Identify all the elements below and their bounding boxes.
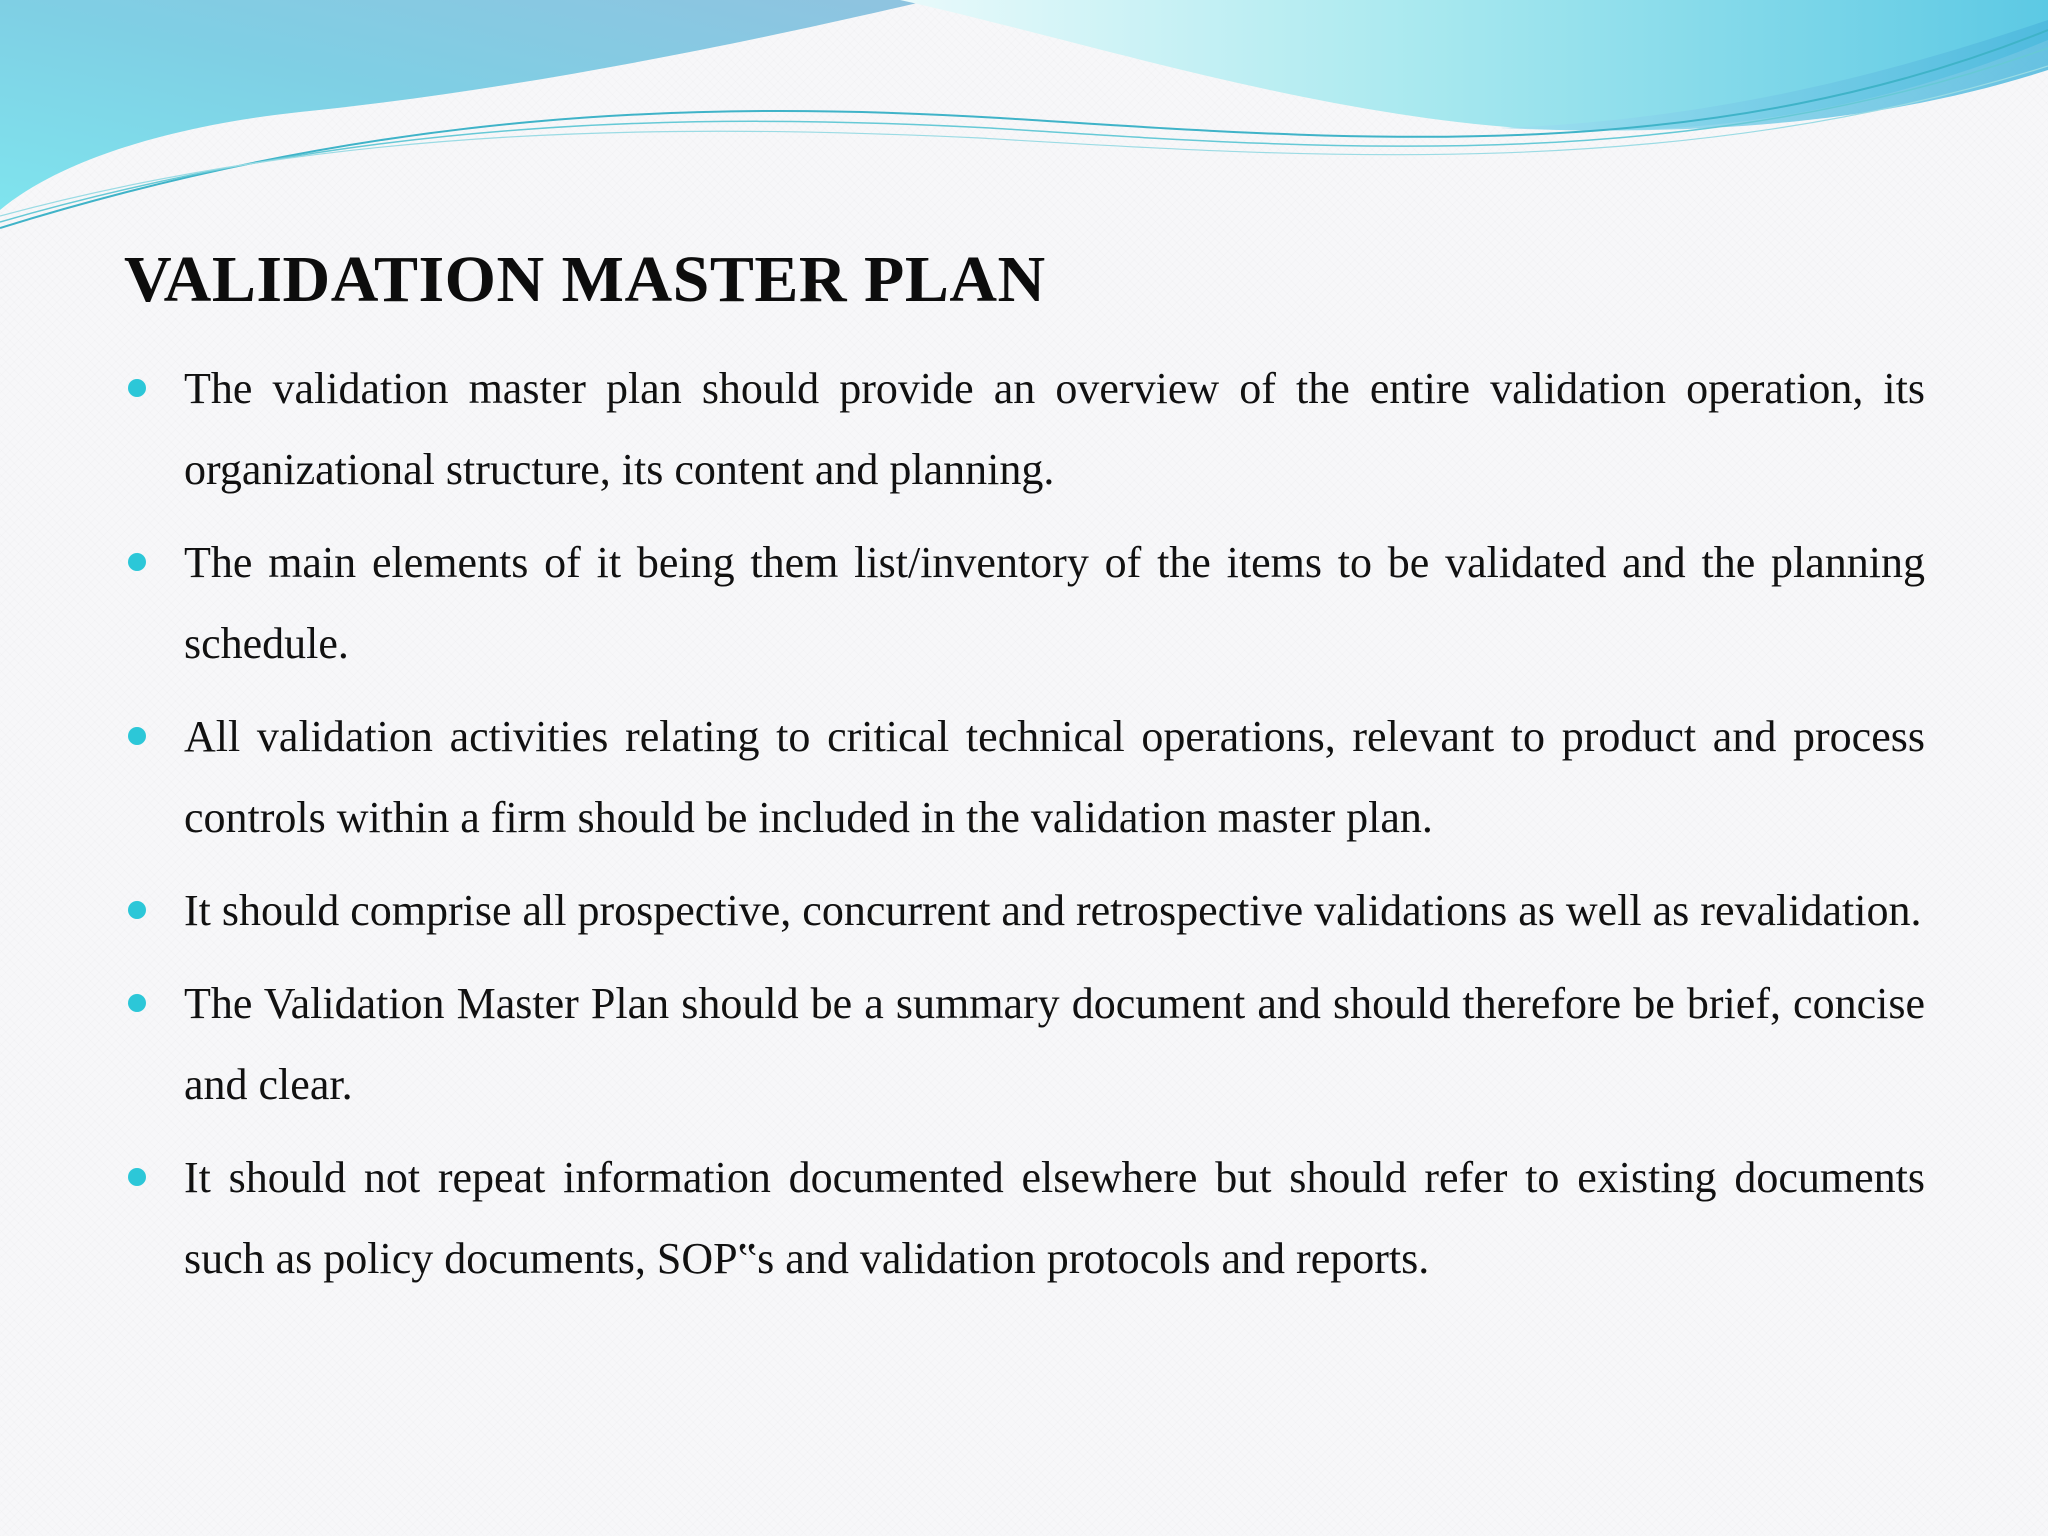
round-bullet-icon	[128, 727, 146, 745]
round-bullet-icon	[128, 553, 146, 571]
round-bullet-icon	[128, 1168, 146, 1186]
bullet-item-5	[184, 963, 1925, 1125]
bullet-text: The main elements of it being them list/inventory of the items to be validated and the planning schedule.	[184, 538, 1925, 668]
bullet-item-2	[184, 522, 1925, 684]
bullet-text: It should comprise all prospective, concurrent and retrospective validations as well as revalidation.	[184, 886, 1922, 935]
bullet-text: The validation master plan should provide an overview of the entire validation operation, its organizational structure, its content and planning.	[184, 364, 1925, 494]
round-bullet-icon	[128, 994, 146, 1012]
bullet-text: The Validation Master Plan should be a summary document and should therefore be brief, concise and clear.	[184, 979, 1925, 1109]
bullet-list	[184, 348, 1925, 1311]
bullet-text: All validation activities relating to critical technical operations, relevant to product and process controls within a firm should be included in the validation master plan.	[184, 712, 1925, 842]
wave-left-shape	[0, 0, 930, 210]
slide-title: VALIDATION MASTER PLAN	[124, 243, 1046, 316]
round-bullet-icon	[128, 379, 146, 397]
bullet-item-1	[184, 348, 1925, 510]
round-bullet-icon	[128, 901, 146, 919]
bullet-item-3	[184, 696, 1925, 858]
bullet-item-6	[184, 1137, 1925, 1299]
header-wave-decoration	[0, 0, 2048, 240]
bullet-item-4	[184, 870, 1925, 951]
bullet-text: It should not repeat information documented elsewhere but should refer to existing documents such as policy documents, SOP‟s and validation protocols and reports.	[184, 1153, 1925, 1283]
